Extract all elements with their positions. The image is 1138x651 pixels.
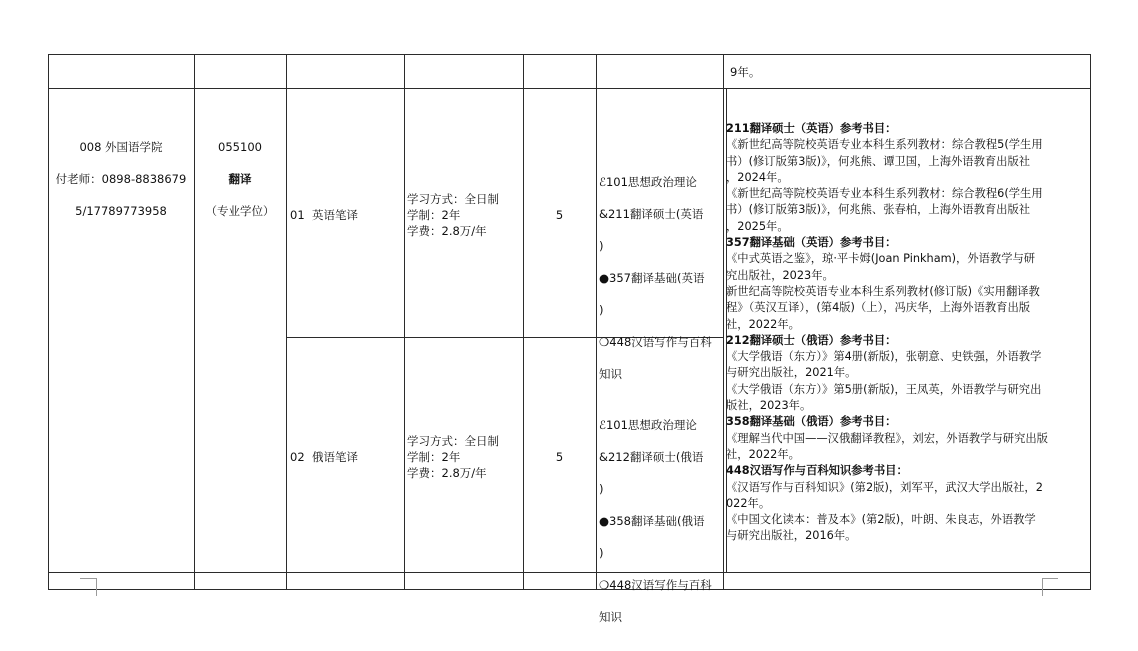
major-info [194, 123, 286, 235]
ref-line: ，2025年。 [726, 219, 789, 233]
col-border-7 [1090, 54, 1091, 590]
study-info: 学习方式：全日制 学制：2年 学费：2.8万/年 [407, 192, 499, 238]
college-name: 008 外国语学院 [79, 140, 163, 154]
ref-line: 新世纪高等院校英语专业本科生系列教材(修订版)《实用翻译教 [726, 284, 1040, 298]
ref-heading: 211翻译硕士（英语）参考书目： [726, 122, 897, 135]
major-type: （专业学位） [205, 204, 275, 218]
col-border-6a [723, 54, 724, 590]
crop-mark-left [80, 578, 96, 579]
ref-line: 《大学俄语（东方）》第5册(新版)，王凤英，外语教学与研究出 [726, 382, 1042, 396]
major-code: 055100 [218, 140, 262, 154]
exam-line: ) [599, 303, 604, 317]
row-divider-bottom [48, 572, 1090, 573]
study-info: 学习方式：全日制 学制：2年 学费：2.8万/年 [407, 434, 499, 480]
table-bottom-border [48, 589, 1090, 590]
crop-mark-right-v [1042, 578, 1043, 596]
ref-line: 与研究出版社，2016年。 [726, 529, 857, 543]
college-phone: 5/17789773958 [75, 204, 167, 218]
exam-line: 知识 [599, 367, 622, 381]
direction-name: 02 俄语笔译 [290, 450, 358, 464]
exam-line: ●357翻译基础(英语 [599, 271, 705, 285]
exam-line: ❍448汉语写作与百科 [599, 578, 712, 592]
ref-line: 《汉语写作与百科知识》(第2版)，刘军平，武汉大学出版社，2 [726, 480, 1043, 494]
ref-line: 与研究出版社，2021年。 [726, 366, 857, 380]
ref-line: 《新世纪高等院校英语专业本科生系列教材：综合教程5(学生用 [726, 138, 1043, 152]
exam-line: &212翻译硕士(俄语 [599, 450, 704, 464]
col-border-5 [596, 54, 597, 590]
row-divider-top [48, 88, 1090, 89]
exam-line: ) [599, 482, 604, 496]
ref-line: 《新世纪高等院校英语专业本科生系列教材：综合教程6(学生用 [726, 187, 1043, 201]
ref-line: 《中式英语之鉴》，琼·平卡姆(Joan Pinkham)，外语教学与研 [726, 252, 1036, 266]
ref-line: 程》（英汉互译），(第4版)（上），冯庆华，上海外语教育出版 [726, 301, 1031, 315]
col-border-3 [404, 54, 405, 590]
exam-line: 知识 [599, 610, 622, 624]
college-contact: 付老师：0898-8838679 [55, 172, 187, 186]
ref-heading: 357翻译基础（英语）参考书目： [726, 236, 897, 250]
ref-line: ，2024年。 [726, 170, 789, 184]
col-border-4 [523, 54, 524, 590]
continuation-text: 9年。 [730, 65, 761, 79]
college-info [48, 123, 194, 235]
ref-line: 《中国文化读本：普及本》(第2版)，叶朗、朱良志，外语教学 [726, 513, 1036, 527]
ref-line: 书）(修订版第3版)》，何兆熊、谭卫国，上海外语教育出版社 [726, 154, 1031, 168]
table-top-border [48, 54, 1090, 55]
exam-line: ) [599, 546, 604, 560]
quota: 5 [555, 450, 564, 464]
exam-line: ℰ101思想政治理论 [599, 418, 697, 432]
exam-line: ●358翻译基础(俄语 [599, 514, 705, 528]
quota: 5 [555, 208, 564, 222]
exam-subjects [599, 158, 723, 398]
col-border-2 [286, 54, 287, 590]
reference-books [726, 121, 1088, 545]
exam-line: ❍448汉语写作与百科 [599, 335, 712, 349]
ref-line: 《大学俄语（东方）》第4册(新版)，张朝意、史铁强，外语教学 [726, 350, 1042, 364]
ref-heading: 212翻译硕士（俄语）参考书目： [726, 333, 897, 347]
direction-name: 01 英语笔译 [290, 208, 358, 222]
ref-line: 社，2022年。 [726, 317, 800, 331]
ref-heading: 448汉语写作与百科知识参考书目： [726, 464, 908, 478]
ref-line: 社，2022年。 [726, 447, 800, 461]
ref-line: 究出版社，2023年。 [726, 268, 834, 282]
ref-heading: 358翻译基础（俄语）参考书目： [726, 415, 897, 429]
exam-line: ) [599, 239, 604, 253]
crop-mark-left-v [96, 578, 97, 596]
ref-line: 书）(修订版第3版)》，何兆熊、张春柏，上海外语教育出版社 [726, 203, 1031, 217]
major-name: 翻译 [228, 172, 252, 186]
exam-line: &211翻译硕士(英语 [599, 207, 704, 221]
ref-line: 版社，2023年。 [726, 399, 812, 413]
exam-subjects [599, 401, 723, 641]
ref-line: 022年。 [726, 496, 771, 510]
exam-line: ℰ101思想政治理论 [599, 175, 697, 189]
crop-mark-right [1042, 578, 1058, 579]
ref-line: 《理解当代中国——汉俄翻译教程》，刘宏，外语教学与研究出版 [726, 431, 1048, 445]
